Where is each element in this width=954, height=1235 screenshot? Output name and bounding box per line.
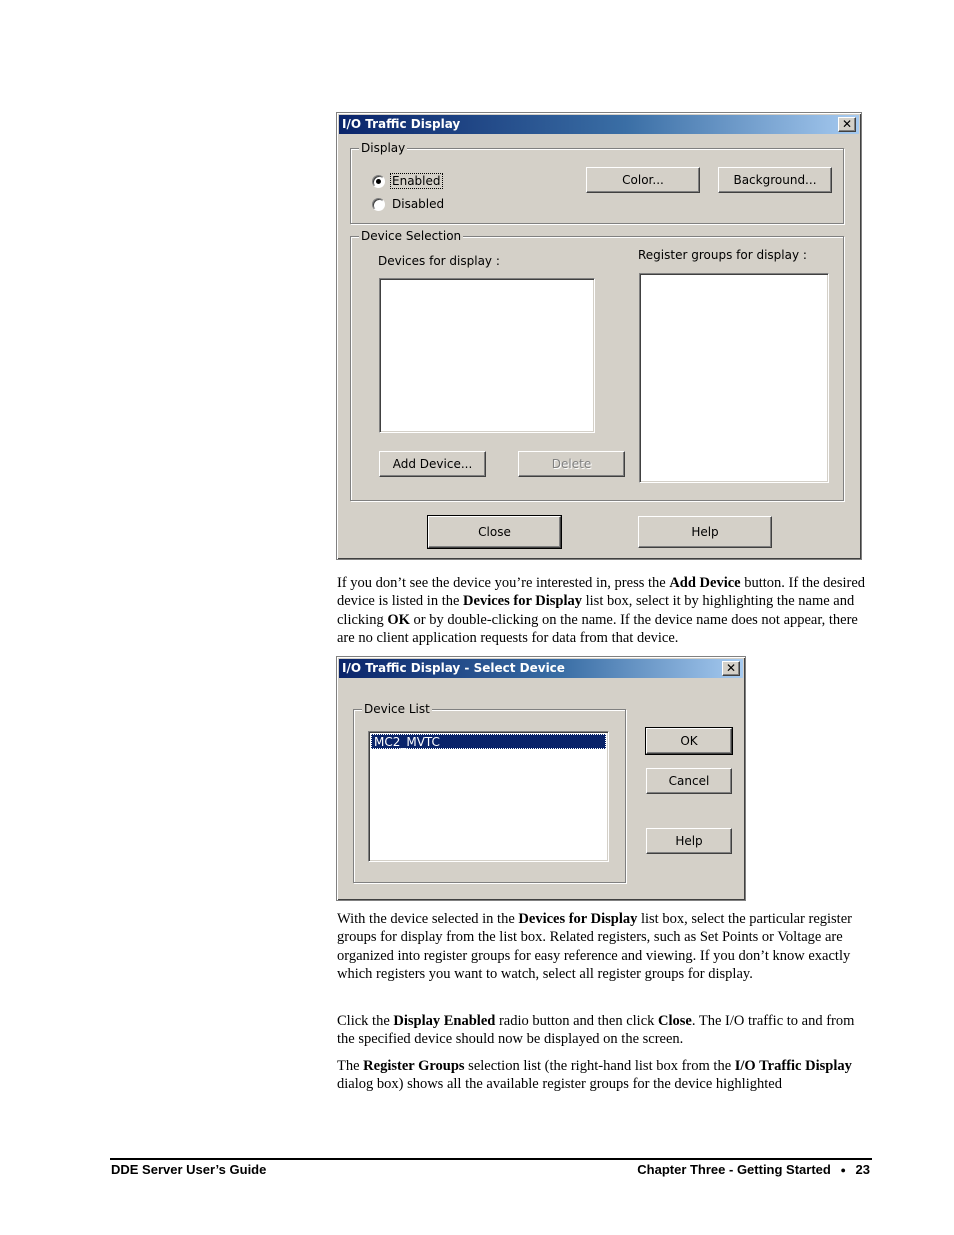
footer-left: DDE Server User’s Guide <box>111 1162 267 1177</box>
dialog-title: I/O Traffic Display - Select Device <box>342 661 565 675</box>
disabled-radio-label[interactable]: Disabled <box>392 197 445 211</box>
background-button[interactable]: Background... <box>718 167 832 193</box>
close-icon[interactable]: ✕ <box>722 661 740 676</box>
display-group <box>350 141 844 224</box>
footer-bullet: ● <box>840 1165 846 1175</box>
dialog-title-bar <box>339 659 743 678</box>
device-selection-group <box>350 229 844 501</box>
footer-chapter: Chapter Three - Getting Started <box>637 1162 831 1177</box>
delete-button[interactable]: Delete <box>518 451 625 477</box>
color-button[interactable]: Color... <box>586 167 700 193</box>
devices-for-display-listbox[interactable] <box>379 278 595 433</box>
list-item[interactable]: MC2_MVTC <box>371 734 606 749</box>
close-icon[interactable]: ✕ <box>838 117 856 132</box>
paragraph-register-groups: The Register Groups selection list (the right-hand list box from the I/O Traffic Display dialog box) shows all the available register groups for the device highlighted <box>337 1058 852 1093</box>
footer-right <box>637 1162 870 1178</box>
page-number: 23 <box>855 1162 870 1177</box>
display-group-label: Display <box>361 141 406 155</box>
select-device-dialog <box>336 656 746 901</box>
cancel-button[interactable]: Cancel <box>646 768 732 794</box>
close-button[interactable]: Close <box>428 516 561 548</box>
devices-for-display-label: Devices for display : <box>378 254 500 268</box>
dialog-title-bar <box>339 115 859 134</box>
paragraph-add-device: If you don’t see the device you’re interested in, press the Add Device button. If the desired device is listed in the Devices for Display list box, select it by highlighting the name and clicking OK or by double-clicking on the name. If the device name does not appear, there are no client application requests for data from that device. <box>337 575 866 647</box>
device-list-group-label: Device List <box>364 702 430 716</box>
footer-rule <box>110 1158 872 1160</box>
register-groups-listbox[interactable] <box>639 273 829 483</box>
radio-selected-dot <box>376 179 381 184</box>
help-button[interactable]: Help <box>646 828 732 854</box>
device-selection-group-label: Device Selection <box>361 229 462 243</box>
device-list-group <box>353 702 626 883</box>
paragraph-select-register-groups: With the device selected in the Devices for Display list box, select the particular register groups for display from the list box. Related registers, such as Set Points or Voltage are organized into register groups for easy reference and viewing. If you don’t know exactly which registers you want to watch, select all register groups for display. <box>337 911 852 983</box>
add-device-button[interactable]: Add Device... <box>379 451 486 477</box>
io-traffic-display-dialog <box>336 112 862 560</box>
ok-button[interactable]: OK <box>646 728 732 754</box>
enabled-radio-label[interactable]: Enabled <box>392 174 441 188</box>
device-list-listbox[interactable] <box>368 731 609 862</box>
dialog-title: I/O Traffic Display <box>342 117 461 131</box>
disabled-radio[interactable] <box>372 198 385 211</box>
paragraph-display-enabled: Click the Display Enabled radio button and then click Close. The I/O traffic to and from the specified device should now be displayed on the screen. <box>337 1013 855 1048</box>
enabled-radio[interactable] <box>372 175 385 188</box>
help-button[interactable]: Help <box>638 516 772 548</box>
register-groups-label: Register groups for display : <box>638 248 807 262</box>
